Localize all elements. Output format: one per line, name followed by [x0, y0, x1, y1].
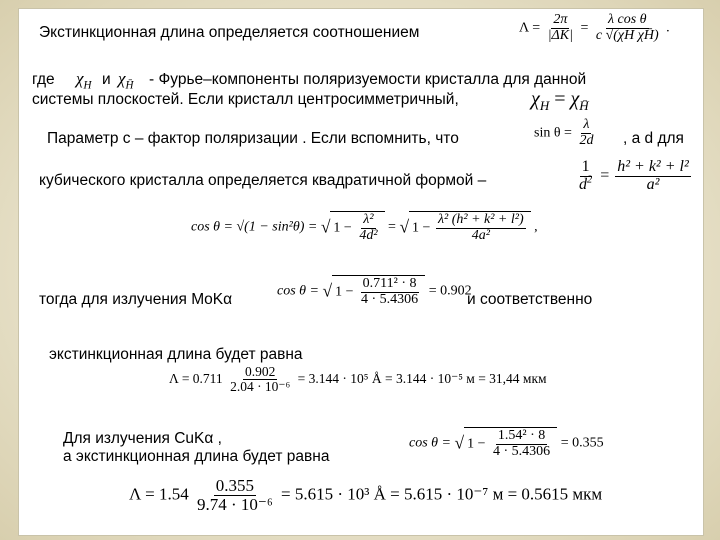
f9-rhs: = 0.355	[560, 435, 604, 451]
f4-lhs: sin θ =	[534, 125, 572, 141]
f1-eq: =	[580, 20, 589, 36]
f6-radical-2: √	[399, 216, 410, 237]
text-cubic: кубического кристалла определяется квадратичной формой –	[39, 172, 487, 189]
formula-lambda-cu	[129, 477, 602, 514]
formula-chi-pair	[76, 69, 92, 92]
text-centrosymmetric: системы плоскостей. Если кристалл центросимметричный,	[32, 91, 459, 108]
f5-eq: =	[600, 166, 610, 184]
f1-n1: 2π	[553, 12, 568, 27]
f10-lhs: Λ = 1.54	[129, 484, 189, 504]
formula-cos-mo	[277, 275, 472, 307]
slide	[18, 8, 704, 536]
f7-radical: √	[322, 280, 333, 301]
f7-den: 4 · 5.4306	[361, 291, 419, 307]
f5-n1: 1	[581, 158, 590, 175]
f5-d1-wrap	[577, 174, 594, 194]
f2-chi-a: χ	[76, 69, 84, 88]
f5-n2: h² + k² + l²	[617, 158, 689, 175]
f9-radical: √	[454, 432, 465, 453]
f7-num: 0.711² · 8	[362, 276, 417, 291]
f4-frac	[577, 118, 595, 148]
f6-frac2	[436, 213, 526, 243]
f1-tail: .	[666, 20, 670, 36]
f5-d1: d	[579, 175, 587, 193]
f1-lhs: Λ =	[519, 20, 541, 36]
text-where: где	[32, 71, 55, 88]
f9-num: 1.54² · 8	[497, 428, 546, 443]
f10-frac	[195, 477, 275, 514]
f5-d2: a²	[646, 175, 660, 193]
formula-quadratic	[575, 159, 693, 194]
formula-bragg	[534, 118, 597, 148]
f3-sub-a: H	[539, 98, 550, 113]
f7-frac	[359, 277, 420, 307]
f6-tail: ,	[534, 219, 538, 235]
f2-sub-b: H̄	[125, 79, 134, 92]
f5-frac1	[577, 159, 594, 194]
f1-d2: c √(χH χH̄)	[595, 27, 659, 43]
f6-r2-num: λ² (h² + k² + l²)	[437, 212, 524, 227]
text-respectively: и соответственно	[467, 291, 593, 308]
f6-r2-den: 4a²	[471, 227, 490, 243]
f9-root: 1 − $\frac{\text{1.54² · 8}}{4 \cdot 5.4306}$	[464, 427, 557, 459]
f6-r1-den: 4d²	[359, 227, 378, 243]
f1-frac2	[594, 13, 661, 43]
f10-num: 0.355	[215, 476, 255, 495]
f6-frac1	[357, 213, 379, 243]
text-and-d-for: , а d для	[623, 130, 684, 147]
f5-frac2	[615, 159, 691, 194]
text-definition: Экстинкционная длина определяется соотношением	[39, 24, 420, 41]
text-and: и	[102, 71, 111, 88]
text-extinction-cu: а экстинкционная длина будет равна	[63, 448, 330, 465]
text-cu-radiation: Для излучения CuKα ,	[63, 430, 222, 447]
f5-d1-sup: 2	[587, 174, 593, 186]
f3-chi-a: χ	[531, 88, 540, 110]
formula-cos-cu	[409, 427, 604, 459]
f8-num: 0.902	[244, 364, 276, 379]
f1-d1: |ΔK|	[547, 27, 573, 43]
f6-r1-num: λ²	[363, 212, 374, 227]
text-mo-radiation: тогда для излучения MoKα	[39, 291, 233, 308]
f1-n2: λ cos θ	[607, 12, 647, 27]
f1-frac1	[546, 13, 575, 43]
text-polarization: Параметр с – фактор поляризации . Если вспомнить, что	[47, 130, 459, 147]
text-extinction-equals: экстинкционная длина будет равна	[49, 346, 303, 363]
formula-lambda-mo	[169, 365, 547, 394]
f3-chi-b: χ	[570, 88, 580, 110]
f9-den: 4 · 5.4306	[493, 443, 551, 459]
f8-rhs: = 3.144 · 10⁵ Å = 3.144 · 10⁻⁵ м = 31,44 мкм	[297, 370, 547, 386]
formula-cos-expansion: cos θ = √(1 − sin²θ) = √ 1 − $\frac{\text{λ²}}{\text{4d²}}$ = √ 1 − $\frac{\text{λ² (h² + k² + l²)}}{\text{4a²}}$ ,	[191, 212, 538, 243]
f7-rhs: = 0.902	[428, 283, 472, 299]
f4-num: λ	[583, 117, 590, 132]
text-fourier: - Фурье–компоненты поляризуемости кристалла для данной	[149, 71, 587, 88]
f9-frac	[491, 429, 552, 459]
f3-sub-b: H̄	[579, 98, 589, 113]
f4-den: 2d	[579, 132, 594, 148]
f6-lhs: cos θ = √(1 − sin²θ) =	[191, 219, 321, 235]
f2-sub-a: H	[83, 79, 92, 92]
f2-chi-b: χ	[118, 69, 126, 88]
formula-extinction-length	[519, 13, 670, 43]
formula-chi-equal	[531, 88, 589, 113]
f8-den: 2.04 · 10⁻⁶	[230, 379, 291, 395]
f7-lhs: cos θ =	[277, 283, 319, 299]
f10-den: 9.74 · 10⁻⁶	[196, 494, 273, 514]
f8-lhs: Λ = 0.711	[169, 370, 223, 386]
f7-root: 1 − $\frac{\text{0.711² · 8}}{4 \cdot 5.4306}$	[332, 275, 425, 307]
f6-root-2: 1 − $\frac{\text{λ² (h² + k² + l²)}}{\text{4a²}}$	[409, 211, 531, 243]
formula-chi-bar	[118, 69, 134, 92]
f10-rhs: = 5.615 · 10³ Å = 5.615 · 10⁻⁷ м = 0.5615 мкм	[281, 484, 603, 504]
f3-eq: =	[554, 88, 566, 110]
f6-root-1: 1 − $\frac{\text{λ²}}{\text{4d²}}$	[330, 211, 384, 243]
f8-frac	[228, 365, 292, 394]
f6-radical-1: √	[320, 216, 331, 237]
f9-lhs: cos θ =	[409, 435, 451, 451]
